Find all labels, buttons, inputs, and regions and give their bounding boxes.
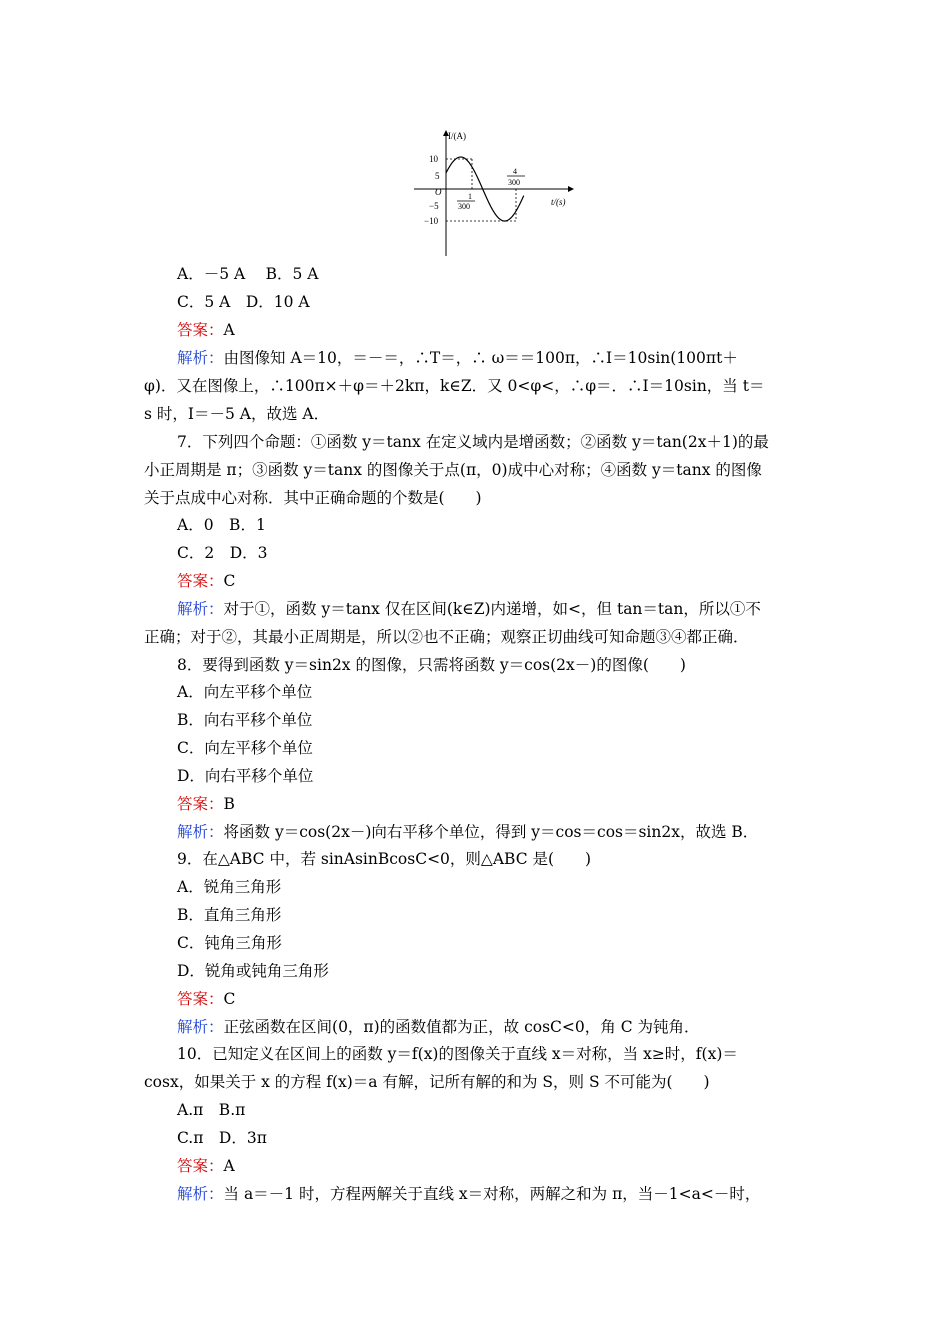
- text-line: [177, 710, 312, 730]
- line-text: B．向右平移个单位: [177, 711, 313, 729]
- line-text: 9．在△ABC 中，若 sinAsinBcosC<0，则△ABC 是( ): [177, 850, 592, 868]
- answer-line: [177, 320, 235, 340]
- analysis-label: 解析：: [177, 600, 224, 618]
- line-text: A．0 B．1: [177, 516, 266, 534]
- answer-line: [177, 794, 235, 814]
- line-text: 8．要得到函数 y＝sin2x 的图像，只需将函数 y＝cos(2x－)的图像( ): [177, 656, 686, 674]
- line-text: C: [223, 990, 236, 1008]
- y-tick-5: 5: [435, 171, 440, 181]
- analysis-label: 解析：: [177, 1018, 224, 1036]
- line-text: 7．下列四个命题：①函数 y＝tanx 在定义域内是增函数；②函数 y＝tan(2x＋1)的最: [177, 433, 769, 451]
- text-line: [177, 655, 686, 675]
- text-line: [144, 404, 329, 424]
- line-text: A: [223, 321, 235, 339]
- text-line: [177, 1100, 245, 1120]
- line-text: D．锐角或钝角三角形: [177, 962, 329, 980]
- text-line: [177, 543, 268, 563]
- answer-line: [177, 1156, 235, 1176]
- text-line: [177, 432, 769, 452]
- y-tick-neg10: −10: [424, 216, 439, 226]
- line-text: 当 a＝－1 时，方程两解关于直线 x＝对称，两解之和为 π，当－1<a<－时，: [223, 1185, 761, 1203]
- line-text: 正弦函数在区间(0，π)的函数值都为正，故 cosC<0，角 C 为钝角．: [223, 1018, 700, 1036]
- answer-label: 答案：: [177, 572, 224, 590]
- answer-label: 答案：: [177, 1157, 224, 1175]
- text-line: [177, 738, 313, 758]
- analysis-line: [177, 822, 758, 842]
- line-text: B: [223, 795, 235, 813]
- line-text: C．5 A D．10 A: [177, 293, 310, 311]
- line-text: C．向左平移个单位: [177, 739, 313, 757]
- analysis-line: [177, 348, 738, 368]
- line-text: C: [223, 572, 236, 590]
- text-line: [177, 961, 329, 981]
- text-line: [177, 264, 318, 284]
- y-tick-neg5: −5: [429, 201, 439, 211]
- line-text: 由图像知 A＝10，＝－＝，∴T＝，∴ ω＝＝100π，∴I＝10sin(100πt＋: [223, 349, 738, 367]
- y-tick-10: 10: [429, 154, 438, 164]
- analysis-line: [177, 1184, 760, 1204]
- line-text: φ)．又在图像上，∴100π×＋φ＝＋2kπ，k∈Z．又 0<φ<，∴φ＝．∴I＝10sin，当 t＝: [144, 377, 765, 395]
- text-line: [144, 460, 762, 480]
- x-tick-1-den: 300: [458, 202, 470, 211]
- analysis-line: [177, 599, 761, 619]
- text-line: [144, 1072, 710, 1092]
- line-text: A: [223, 1157, 235, 1175]
- line-text: 将函数 y＝cos(2x－)向右平移个单位，得到 y＝cos＝cos＝sin2x，故选 B．: [223, 823, 759, 841]
- x-tick-1-num: 1: [468, 192, 472, 201]
- answer-label: 答案：: [177, 321, 224, 339]
- text-line: [144, 488, 482, 508]
- analysis-label: 解析：: [177, 349, 224, 367]
- line-text: C.π D．3π: [177, 1129, 267, 1147]
- text-line: [144, 376, 764, 396]
- graph-svg: [408, 128, 578, 258]
- text-line: [177, 766, 313, 786]
- text-line: [177, 292, 310, 312]
- line-text: 正确；对于②，其最小正周期是，所以②也不正确；观察正切曲线可知命题③④都正确．: [144, 628, 749, 646]
- line-text: A．向左平移个单位: [177, 683, 313, 701]
- sine-current-graph: [408, 128, 578, 258]
- analysis-label: 解析：: [177, 1185, 224, 1203]
- line-text: 关于点成中心对称．其中正确命题的个数是( ): [144, 489, 482, 507]
- line-text: A.π B.π: [177, 1101, 246, 1119]
- x-axis-label: t/(s): [551, 197, 566, 207]
- text-line: [177, 682, 312, 702]
- x-tick-2-den: 300: [508, 178, 520, 187]
- line-text: C．2 D．3: [177, 544, 268, 562]
- text-line: [177, 1044, 738, 1064]
- line-text: C．钝角三角形: [177, 934, 282, 952]
- answer-line: [177, 989, 235, 1009]
- answer-label: 答案：: [177, 990, 224, 1008]
- line-text: s 时，I＝－5 A，故选 A．: [144, 405, 330, 423]
- text-line: [177, 515, 266, 535]
- text-line: [177, 905, 281, 925]
- line-text: B．直角三角形: [177, 906, 282, 924]
- line-text: 对于①，函数 y＝tanx 仅在区间(k∈Z)内递增，如<，但 tan＝tan，所以①不: [223, 600, 761, 618]
- line-text: A．锐角三角形: [177, 878, 282, 896]
- text-line: [177, 849, 591, 869]
- analysis-line: [177, 1017, 699, 1037]
- line-text: cosx，如果关于 x 的方程 f(x)＝a 有解，记所有解的和为 S，则 S 不可能为( ): [144, 1073, 710, 1091]
- line-text: 10．已知定义在区间上的函数 y＝f(x)的图像关于直线 x＝对称，当 x≥时，f(x)＝: [177, 1045, 738, 1063]
- line-text: 小正周期是 π；③函数 y＝tanx 的图像关于点(π，0)成中心对称；④函数 y＝tanx 的图像: [144, 461, 762, 479]
- text-line: [177, 1128, 267, 1148]
- answer-label: 答案：: [177, 795, 224, 813]
- y-axis-label: I/(A): [448, 131, 466, 141]
- text-line: [177, 933, 282, 953]
- answer-line: [177, 571, 235, 591]
- line-text: D．向右平移个单位: [177, 767, 314, 785]
- text-line: [144, 627, 749, 647]
- analysis-label: 解析：: [177, 823, 224, 841]
- line-text: A．－5 A B．5 A: [177, 265, 319, 283]
- text-line: [177, 877, 281, 897]
- t-axis-arrow-icon: [568, 186, 574, 192]
- origin-label: O: [435, 187, 442, 197]
- x-tick-2-num: 4: [513, 167, 517, 176]
